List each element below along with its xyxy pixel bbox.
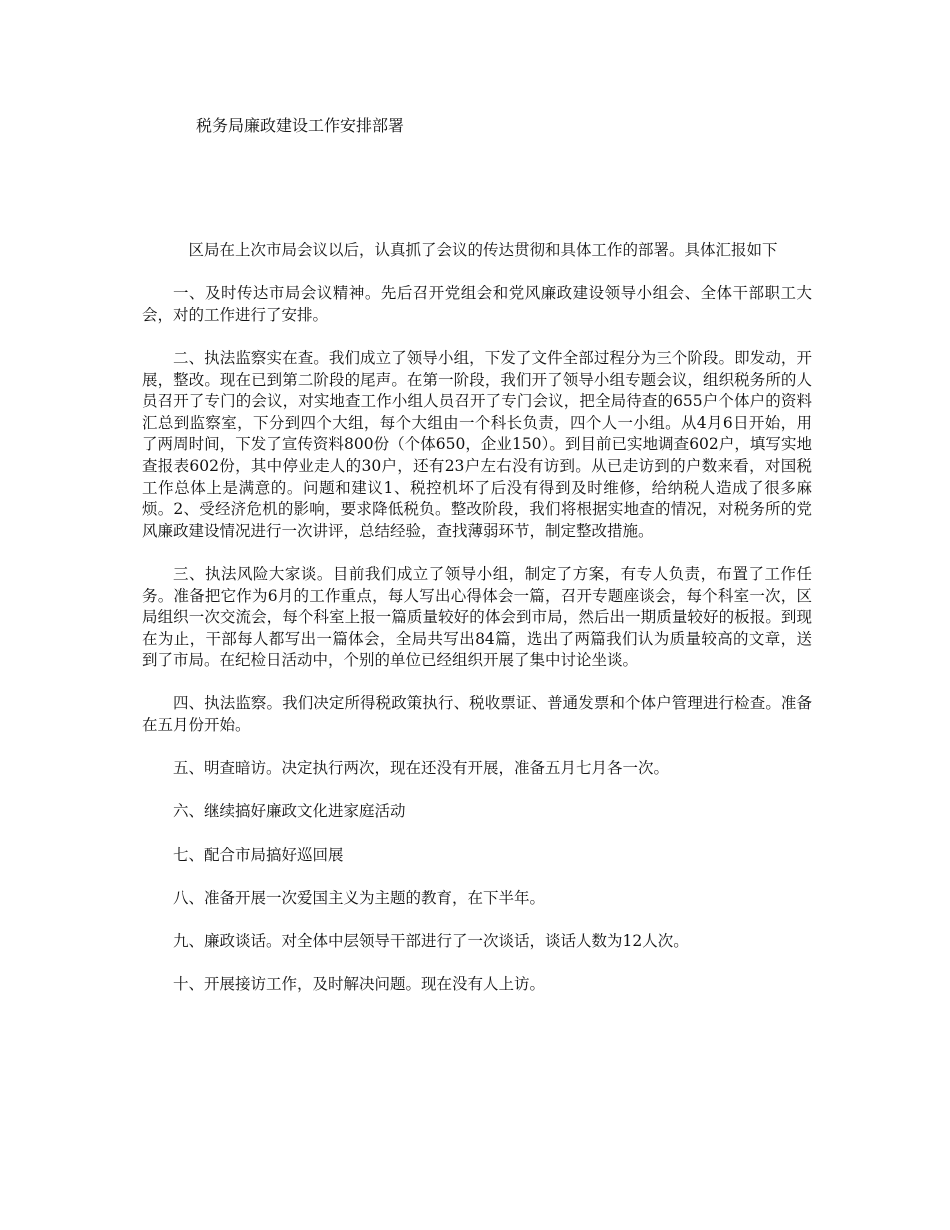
document-title: 税务局廉政建设工作安排部署 xyxy=(196,116,405,135)
paragraph-intro: 区局在上次市局会议以后，认真抓了会议的传达贯彻和具体工作的部署。具体汇报如下 xyxy=(188,241,778,259)
paragraph-gap xyxy=(142,262,812,284)
paragraph-gap xyxy=(142,953,812,975)
paragraph-item-7: 七、配合市局搞好巡回展 xyxy=(173,845,344,864)
document-body xyxy=(142,240,812,996)
paragraph-item-8: 八、准备开展一次爱国主义为主题的教育，在下半年。 xyxy=(173,888,546,907)
paragraph-item-1: 一、及时传达市局会议精神。先后召开党组会和党风廉政建设领导小组会、全体干部职工大会，对的工作进行了安排。 xyxy=(142,284,812,324)
paragraph-item-5: 五、明查暗访。决定执行两次，现在还没有开展，准备五月七月各一次。 xyxy=(173,759,670,778)
paragraph-gap xyxy=(142,672,812,694)
paragraph-gap xyxy=(142,737,812,759)
paragraph-item-10: 十、开展接访工作，及时解决问题。现在没有人上访。 xyxy=(173,975,546,994)
paragraph-item-4: 四、执法监察。我们决定所得税政策执行、税收票证、普通发票和个体户管理进行检查。准备在五月份开始。 xyxy=(142,694,812,735)
paragraph-item-6: 六、继续搞好廉政文化进家庭活动 xyxy=(173,802,406,821)
paragraph-gap xyxy=(142,866,812,888)
paragraph-gap xyxy=(142,823,812,845)
paragraph-gap xyxy=(142,909,812,931)
paragraph-item-9: 九、廉政谈话。对全体中层领导干部进行了一次谈话，谈话人数为12人次。 xyxy=(173,932,689,950)
paragraph-item-2: 二、执法监察实在查。我们成立了领导小组，下发了文件全部过程分为三个阶段。即发动，开展，整改。现在已到第二阶段的尾声。在第一阶段，我们开了领导小组专题会议，组织税务所的人员召开了专门的会议，对实地查工作小组人员召开了专门会议，把全局待查的655户个体户的资料汇总到监察室，下分到四个大组，每个大组由一个科长负责，四个人一小组。从4月6日开始，用了两周时间，下发了宣传资料800份（个体650，企业150）。到目前已实地调查602户，填写实地查报表602份，其中停业走人的30户，还有23户左右没有访到。从已走访到的户数来看，对国税工作总体上是满意的。问题和建议1、税控机坏了后没有得到及时维修，给纳税人造成了很多麻烦。2、受经济危机的影响，要求降低税负。整改阶段，我们将根据实地查的情况，对税务所的党风廉政建设情况进行一次讲评，总结经验，查找薄弱环节，制定整改措施。 xyxy=(142,348,812,540)
paragraph-gap xyxy=(142,780,812,802)
paragraph-item-3: 三、执法风险大家谈。目前我们成立了领导小组，制定了方案，有专人负责，布置了工作任务。准备把它作为6月的工作重点，每人写出心得体会一篇，召开专题座谈会，每个科室一次，区局组织一次交流会，每个科室上报一篇质量较好的体会到市局，然后出一期质量较好的板报。到现在为止，干部每人都写出一篇体会，全局共写出84篇，选出了两篇我们认为质量较高的文章，送到了市局。在纪检日活动中，个别的单位已经组织开展了集中讨论坐谈。 xyxy=(142,564,812,670)
paragraph-gap xyxy=(142,326,812,348)
paragraph-gap xyxy=(142,542,812,564)
